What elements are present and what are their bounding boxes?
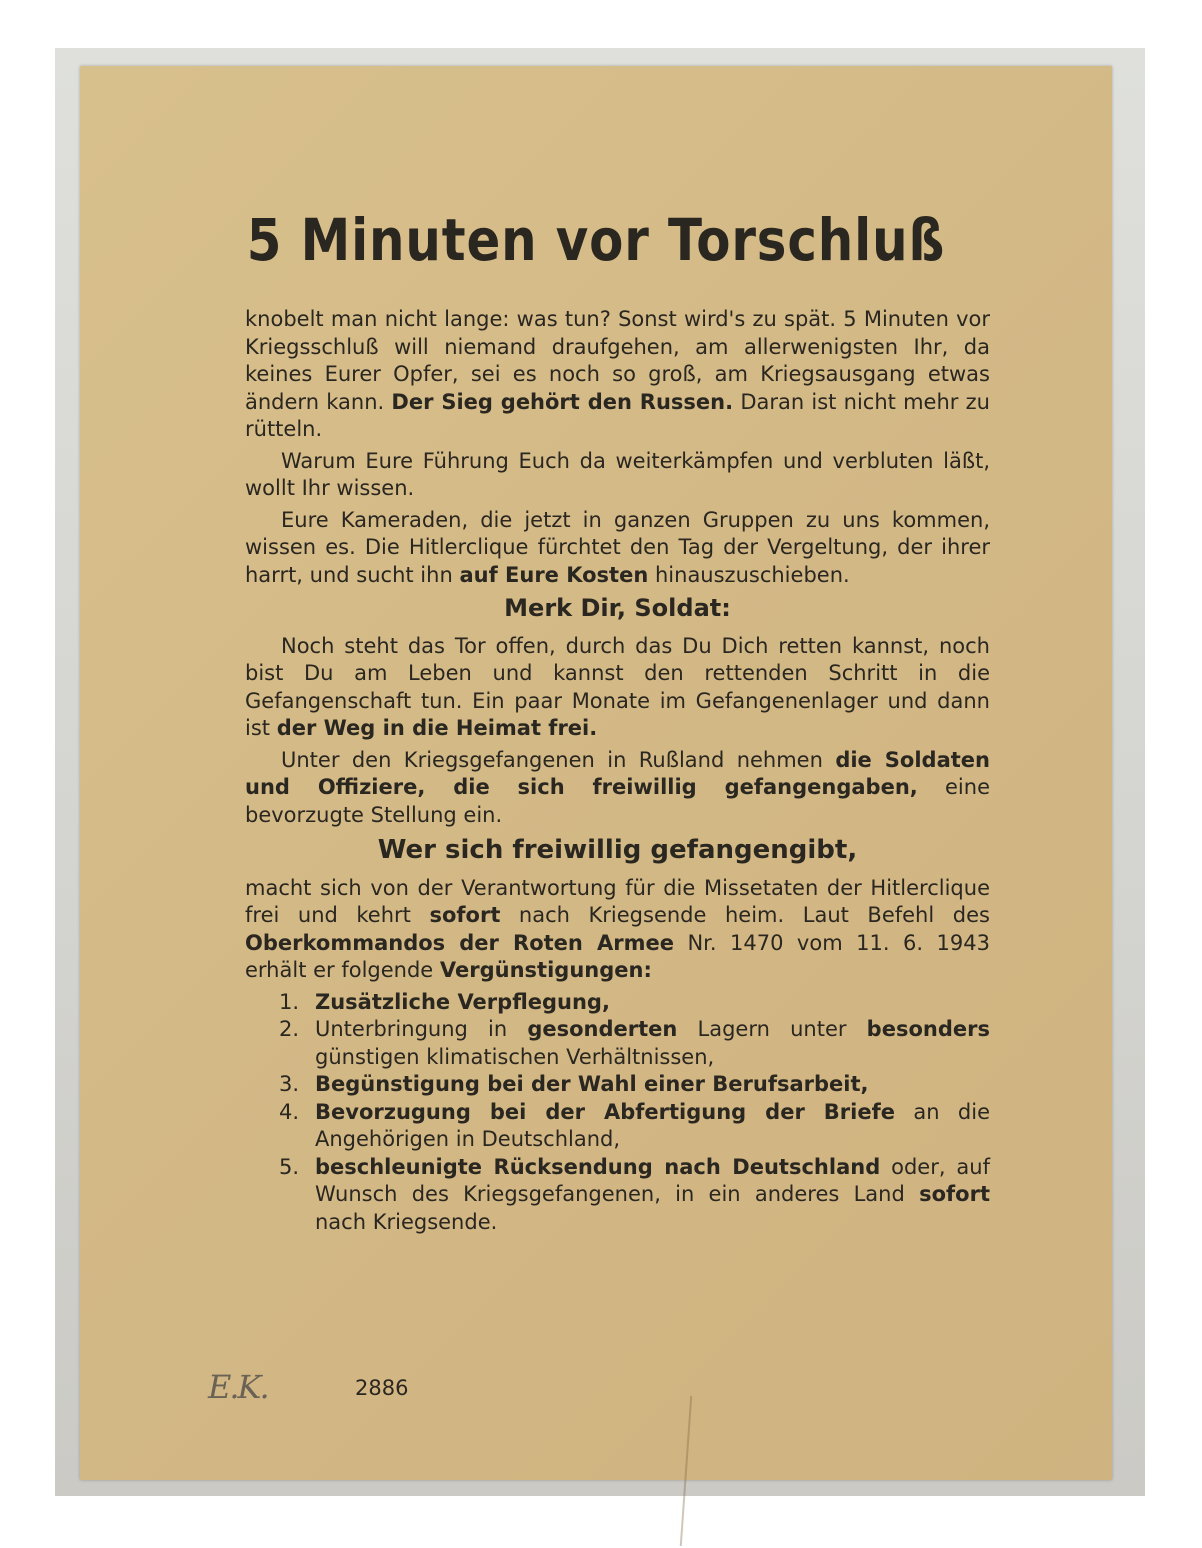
leaflet-page	[80, 66, 1112, 1480]
intro-paragraph-2: Warum Eure Führung Euch da weiterkämpfen und verbluten läßt, wollt Ihr wissen.	[245, 448, 990, 500]
leaflet-title: 5 Minuten vor Torschluß	[246, 206, 946, 274]
section-heading-merk-dir: Merk Dir, Soldat:	[504, 594, 731, 622]
list-item: 1. Zusätzliche Verpflegung,	[279, 989, 610, 1014]
section2-paragraph-1: macht sich von der Verantwortung für die Missetaten der Hitlerclique frei und kehrt sofort nach Kriegsende heim. Laut Befehl des Oberkommandos der Roten Armee Nr. 1470 vom 11. 6. 1943 erhält er folgende Vergünstigungen:	[245, 875, 990, 982]
intro-paragraph-3: Eure Kameraden, die jetzt in ganzen Gruppen zu uns kommen, wissen es. Die Hitlerclique fürchtet den Tag der Vergeltung, der ihrer harrt, und sucht ihn auf Eure Kosten hinauszuschieben.	[245, 507, 990, 587]
list-item: 5. beschleunigte Rücksendung nach Deutschland oder, auf Wunsch des Kriegsgefangenen, in ein anderes Land sofort nach Kriegsende.	[279, 1154, 990, 1234]
paper-crease	[680, 1396, 704, 1546]
leaflet-body	[245, 306, 990, 1236]
section1-paragraph-1: Noch steht das Tor offen, durch das Du Dich retten kannst, noch bist Du am Leben und kannst den rettenden Schritt in die Gefangenschaft tun. Ein paar Monate im Gefangenenlager und dann ist der Weg in die Heimat frei.	[245, 633, 990, 740]
intro-paragraph-1: knobelt man nicht lange: was tun? Sonst wird's zu spät. 5 Minuten vor Kriegsschluß will niemand draufgehen, am allerwenigsten Ihr, da keines Eurer Opfer, sei es noch so groß, am Kriegsausgang etwas ändern kann. Der Sieg gehört den Russen. Daran ist nicht mehr zu rütteln.	[245, 307, 990, 441]
leaflet-code-number: 2886	[355, 1376, 409, 1400]
section1-paragraph-2: Unter den Kriegsgefangenen in Rußland nehmen die Soldaten und Offiziere, die sich freiwillig gefangengaben, eine bevorzugte Stellung ein.	[245, 747, 990, 827]
handwritten-initials: E.K.	[208, 1368, 268, 1406]
benefits-list	[245, 989, 990, 1237]
list-item: 3. Begünstigung bei der Wahl einer Berufsarbeit,	[279, 1072, 869, 1096]
section-heading-freiwillig: Wer sich freiwillig gefangengibt,	[377, 835, 858, 865]
list-item: 2. Unterbringung in gesonderten Lagern unter besonders günstigen klimatischen Verhältnissen,	[279, 1017, 990, 1069]
list-item: 4. Bevorzugung bei der Abfertigung der Briefe an die Angehörigen in Deutschland,	[279, 1099, 990, 1151]
